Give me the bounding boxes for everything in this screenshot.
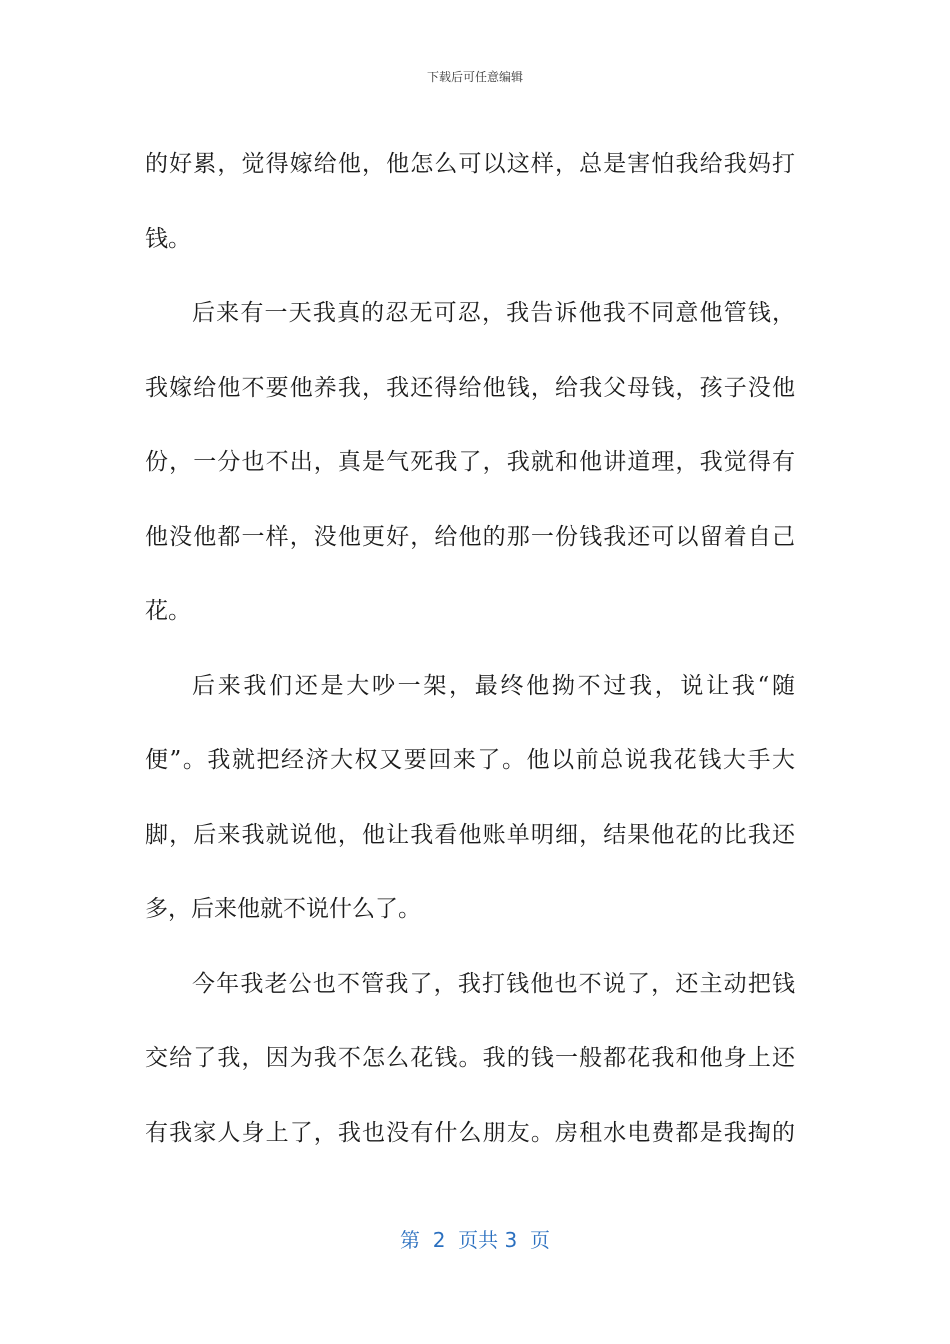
text-line-14: 有我家人身上了，我也没有什么朋友。房租水电费都是我掏的	[145, 1119, 795, 1146]
text-line-1: 的好累，觉得嫁给他，他怎么可以这样，总是害怕我给我妈打	[145, 151, 795, 177]
text-line-9: 便”。我就把经济大权又要回来了。他以前总说我花钱大手大	[145, 747, 795, 773]
text-line-6: 他没他都一样，没他更好，给他的那一份钱我还可以留着自己	[145, 523, 795, 550]
text-line-10: 脚，后来我就说他，他让我看他账单明细，结果他花的比我还	[145, 821, 795, 848]
header-note: 下载后可任意编辑	[426, 70, 523, 84]
text-line-8: 后来我们还是大吵一架，最终他拗不过我，说让我“随	[192, 672, 795, 699]
text-line-11: 多，后来他就不说什么了。	[145, 896, 421, 922]
text-line-5: 份，一分也不出，真是气死我了，我就和他讲道理，我觉得有	[145, 449, 795, 475]
text-line-4: 我嫁给他不要他养我，我还得给他钱，给我父母钱，孩子没他	[145, 374, 795, 401]
text-line-13: 交给了我，因为我不怎么花钱。我的钱一般都花我和他身上还	[145, 1045, 795, 1071]
text-line-7: 花。	[145, 598, 191, 624]
document-body	[145, 127, 795, 1170]
page-number-label: 第 2 页共 3 页	[400, 1228, 550, 1252]
text-line-12: 今年我老公也不管我了，我打钱他也不说了，还主动把钱	[192, 970, 795, 997]
page-number-footer	[0, 1224, 950, 1253]
text-line-3: 后来有一天我真的忍无可忍，我告诉他我不同意他管钱，	[192, 300, 795, 326]
text-line-2: 钱。	[145, 225, 191, 252]
